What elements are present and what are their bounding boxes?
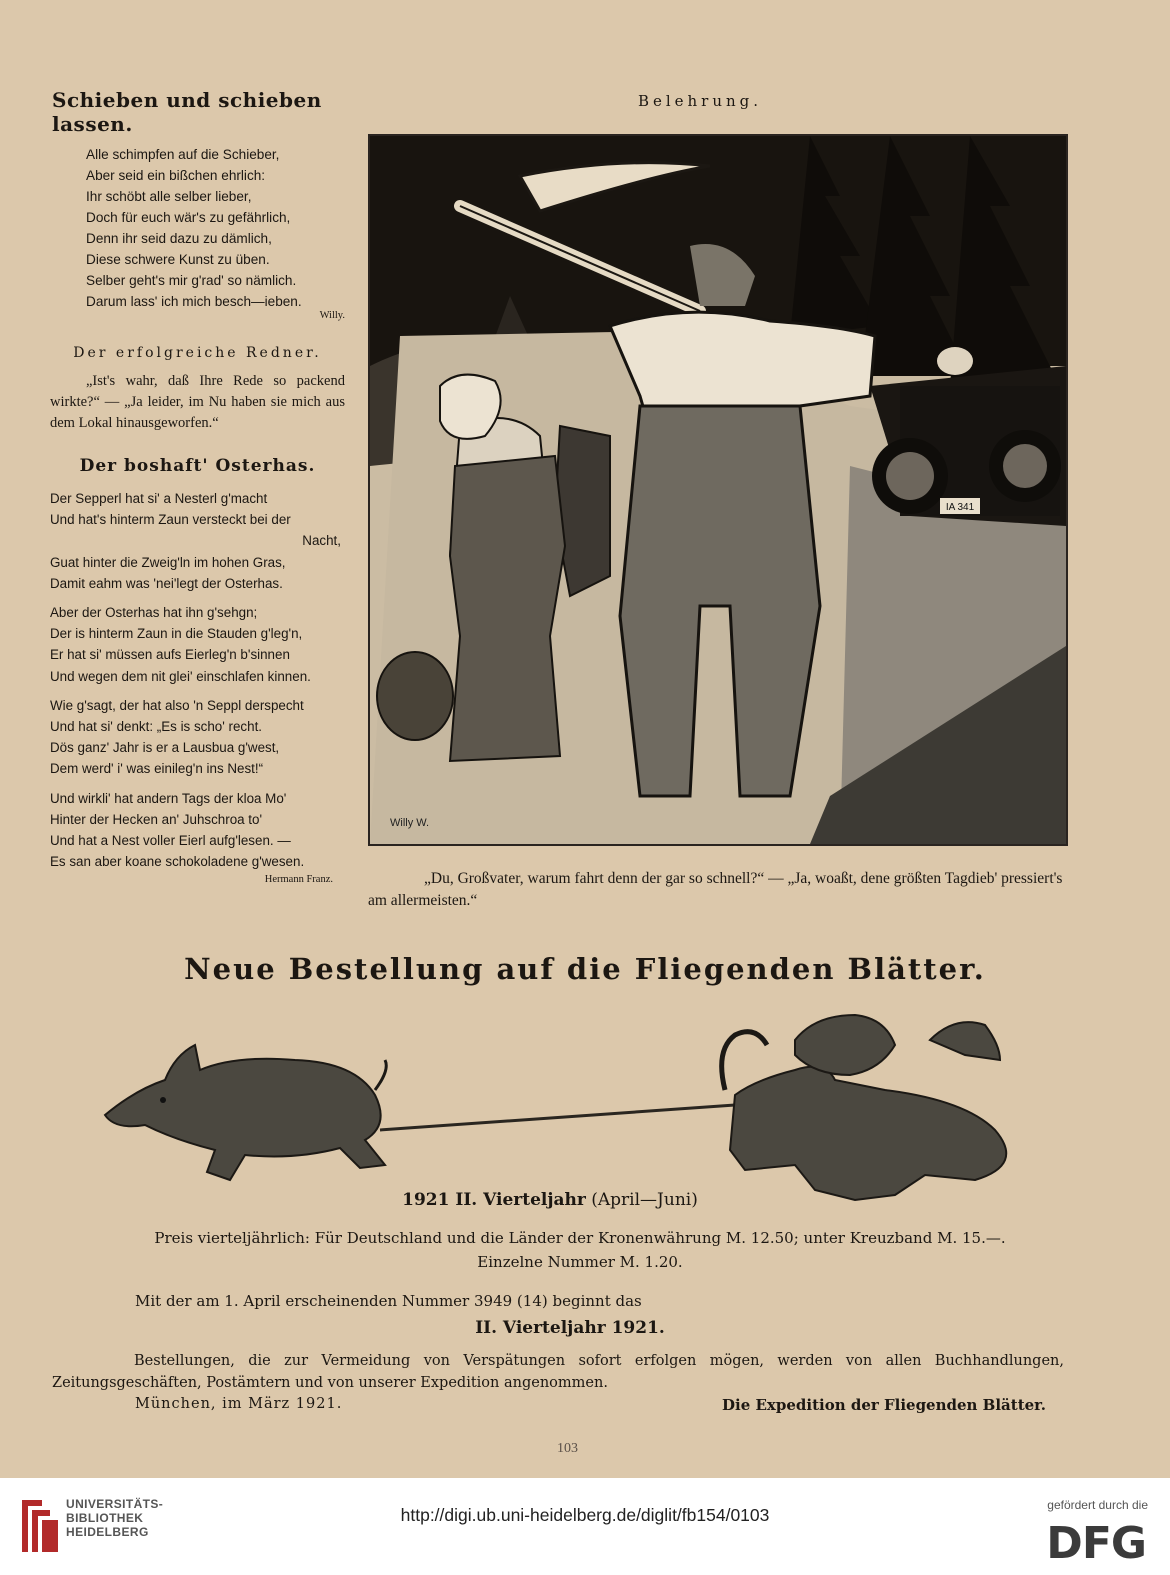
poem1-line: Alle schimpfen auf die Schieber,	[86, 147, 280, 162]
pig-and-man-drawing	[95, 1000, 1035, 1210]
logo-line: UNIVERSITÄTS-	[66, 1497, 164, 1511]
poem1-title: Schieben und schieben lassen.	[52, 88, 322, 136]
car-plate: IA 341	[945, 502, 975, 513]
ad-body: Bestellungen, die zur Vermeidung von Verspätungen sofort erfolgen mögen, werden von allen Buchhandlungen, Zeitungsgeschäften, Postämtern und von unserer Expedition angenommen.	[52, 1353, 1064, 1391]
university-logo-icon	[18, 1494, 60, 1558]
poem2-stanza	[50, 788, 345, 873]
ad-quarter-bold: 1921 II. Vierteljahr	[402, 1190, 586, 1210]
poem2-line: Der Sepperl hat si' a Nesterl g'macht	[50, 491, 268, 506]
poem2-line: Hinter der Hecken an' Juhschroa to'	[50, 811, 263, 827]
left-column	[50, 88, 345, 885]
dfg-logo: DFG	[1046, 1518, 1146, 1569]
poem2-title: Der boshaft' Osterhas.	[79, 456, 316, 476]
ad-price	[0, 1226, 1160, 1274]
ad-headline: Neue Bestellung auf die Fliegenden Blätter.	[184, 952, 986, 986]
cartoon-illustration	[368, 134, 1068, 846]
ad-quarter-heading: II. Vierteljahr 1921.	[475, 1318, 665, 1338]
poem2-stanza	[50, 695, 345, 780]
poem1-line: Selber geht's mir g'rad' so nämlich.	[86, 273, 297, 288]
ad-signature: Die Expedition der Fliegenden Blätter.	[722, 1396, 1046, 1414]
permalink-url[interactable]: http://digi.ub.uni-heidelberg.de/diglit/fb154/0103	[400, 1505, 770, 1525]
logo-line: HEIDELBERG	[66, 1525, 149, 1539]
poem2-line: Aber der Osterhas hat ihn g'sehgn;	[50, 605, 258, 621]
poem2-line: Dös ganz' Jahr is er a Lausbua g'west,	[50, 740, 280, 756]
poem2-line: Er hat si' müssen aufs Eierleg'n b'sinnen	[50, 647, 290, 663]
poem2-stanza	[50, 602, 345, 687]
poem2-line: Und hat a Nest voller Eierl aufg'lesen. —	[50, 833, 291, 849]
ad-place-date: München, im März 1921.	[135, 1396, 343, 1412]
logo-line: BIBLIOTHEK	[66, 1511, 144, 1525]
cartoon-drawing	[370, 136, 1066, 844]
sponsor-text: gefördert durch die	[1047, 1498, 1148, 1512]
poem2-line: Und hat's hinterm Zaun versteckt bei der	[50, 512, 291, 528]
ad-quarter	[0, 1190, 1100, 1210]
figure-title: Belehrung.	[637, 92, 763, 110]
poem2-line: Guat hinter die Zweig'ln im hohen Gras,	[50, 554, 286, 570]
viewer-footer	[0, 1478, 1170, 1575]
page-number: 103	[557, 1441, 578, 1456]
poem2-line: Und hat si' denkt: „Es is scho' recht.	[50, 719, 263, 735]
poem2-line: Damit eahm was 'nei'legt der Osterhas.	[50, 575, 283, 591]
artist-signature: Willy W.	[390, 817, 430, 829]
poem2-line: Es san aber koane schokoladene g'wesen.	[50, 854, 305, 870]
poem1-line: Diese schwere Kunst zu üben.	[86, 252, 270, 267]
anecdote-title: Der erfolgreiche Redner.	[73, 345, 322, 361]
poem1-line: Darum lass' ich mich besch—ieben.	[86, 294, 302, 309]
ad-start-line: Mit der am 1. April erscheinenden Nummer 3949 (14) beginnt das	[135, 1292, 642, 1310]
ad-quarter-months: (April—Juni)	[591, 1190, 698, 1210]
poem1-line: Denn ihr seid dazu zu dämlich,	[86, 231, 272, 246]
anecdote-text: „Ist's wahr, daß Ihre Rede so packend wirkte?“ — „Ja leider, im Nu haben sie mich aus dem Lokal hinausgeworfen.“	[50, 373, 345, 431]
ad-price-line: Einzelne Nummer M. 1.20.	[477, 1253, 683, 1271]
poem2-line: Und wegen dem nit glei' einschlafen kinnen.	[50, 668, 311, 684]
poem1-body	[50, 144, 345, 312]
poem2-line: Wie g'sagt, der hat also 'n Seppl derspecht	[50, 697, 304, 713]
poem2-line: Und wirkli' hat andern Tags der kloa Mo'	[50, 790, 287, 806]
poem1-line: Ihr schöbt alle selber lieber,	[86, 189, 252, 204]
poem1-line: Doch für euch wär's zu gefährlich,	[86, 210, 291, 225]
ad-price-line: Preis vierteljährlich: Für Deutschland und die Länder der Kronenwährung M. 12.50; unter Kreuzband M. 15.—.	[154, 1229, 1006, 1247]
poem1-line: Aber seid ein bißchen ehrlich:	[86, 168, 266, 183]
poem2-author: Hermann Franz.	[264, 874, 333, 886]
poem2-line: Der is hinterm Zaun in die Stauden g'leg'n,	[50, 626, 303, 642]
figure-caption: „Du, Großvater, warum fahrt denn der gar so schnell?“ — „Ja, woaßt, dene größten Tagdieb' pressiert's am allermeisten.“	[368, 870, 1063, 909]
poem2-body	[50, 488, 345, 872]
poem1-author: Willy.	[319, 310, 345, 321]
poem2-line: Dem werd' i' was einileg'n ins Nest!“	[50, 761, 264, 777]
ad-illustration	[95, 1000, 1035, 1210]
poem2-stanza	[50, 488, 345, 594]
poem2-line: Nacht,	[302, 533, 341, 549]
